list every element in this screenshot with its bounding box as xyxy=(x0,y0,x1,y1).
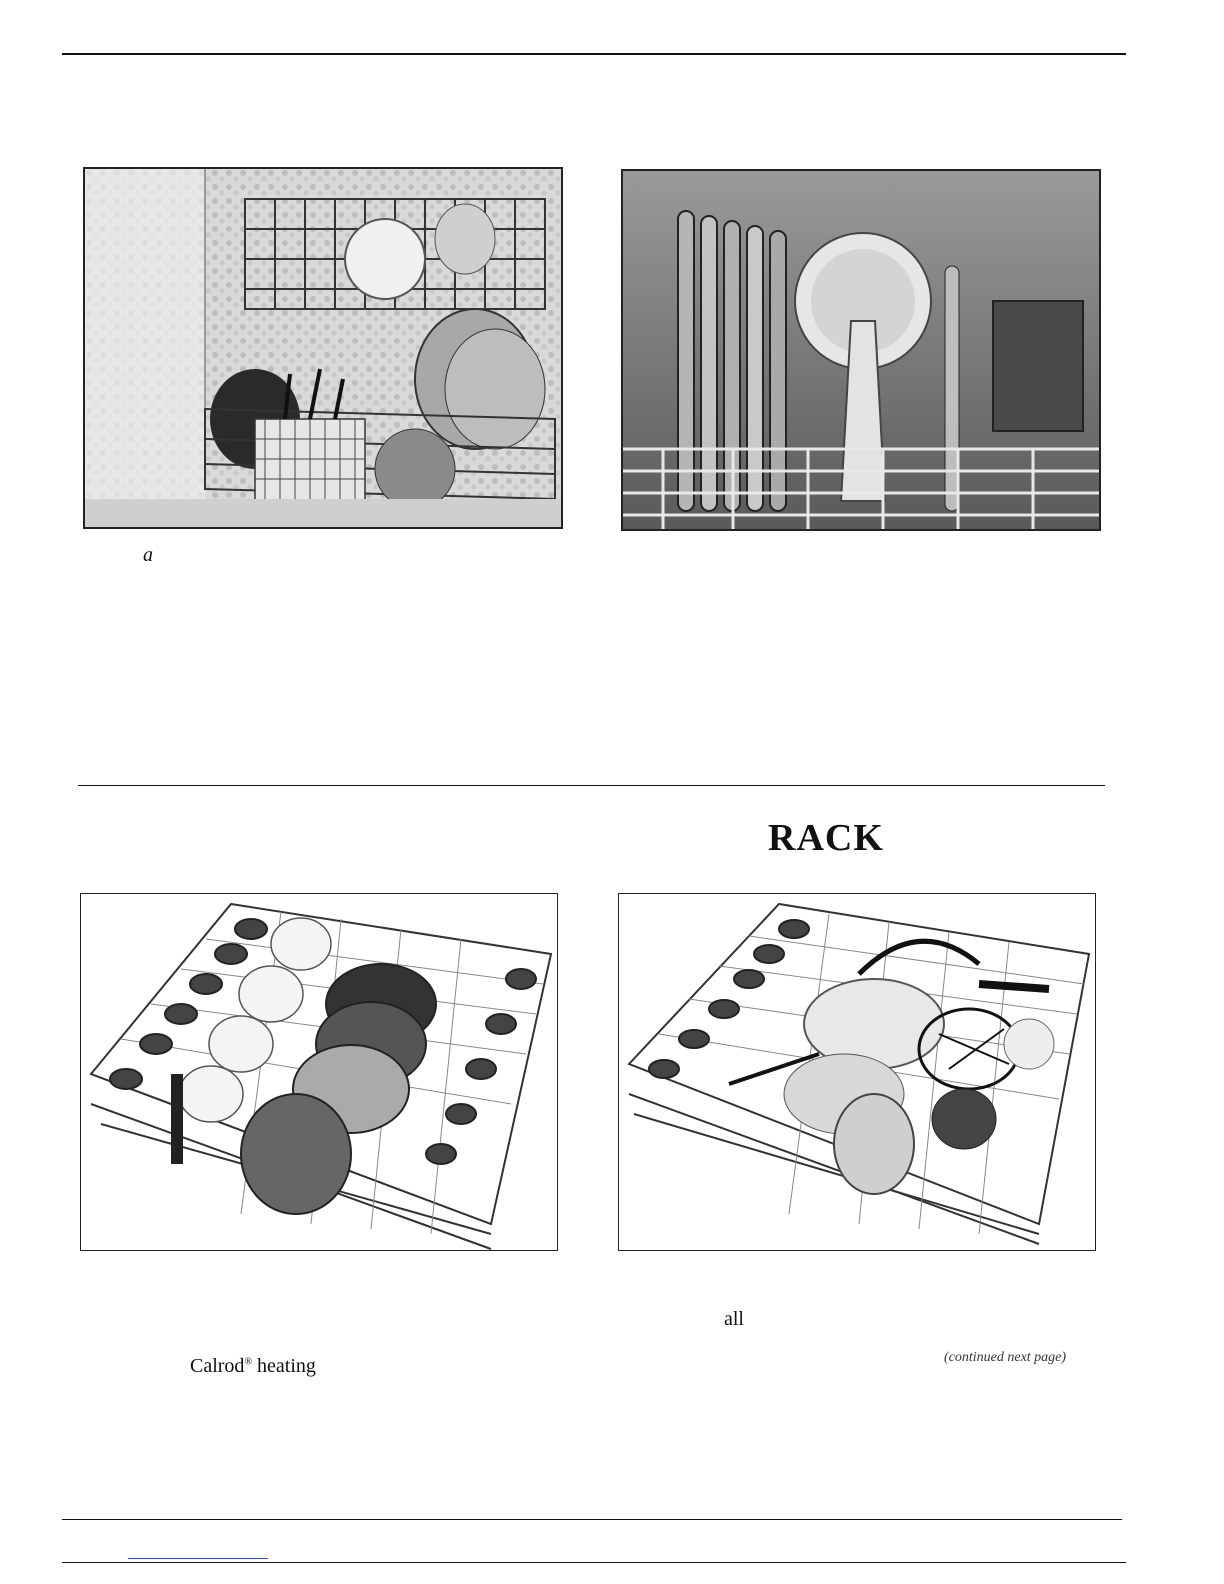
loaded-dishwasher-photo xyxy=(83,167,563,529)
continued-note: (continued next page) xyxy=(944,1350,1067,1365)
caption-fragment: a xyxy=(143,544,153,566)
all-word: all xyxy=(724,1308,744,1330)
registered-mark: ® xyxy=(244,1356,253,1368)
section-heading: RACK xyxy=(768,817,884,859)
footer-link-underline[interactable] xyxy=(128,1558,268,1559)
upper-rack-cups-illustration xyxy=(80,893,558,1251)
lower-rack-plates-photo xyxy=(621,169,1101,531)
top-rule xyxy=(62,53,1126,55)
middle-rule xyxy=(78,785,1105,786)
upper-rack-mixed-illustration xyxy=(618,893,1096,1251)
footer-rule xyxy=(62,1562,1126,1563)
bottom-rule xyxy=(62,1519,1122,1520)
calrod-heating-text xyxy=(190,1355,316,1378)
heating-word: heating xyxy=(257,1355,316,1377)
calrod-word: Calrod xyxy=(190,1355,245,1377)
